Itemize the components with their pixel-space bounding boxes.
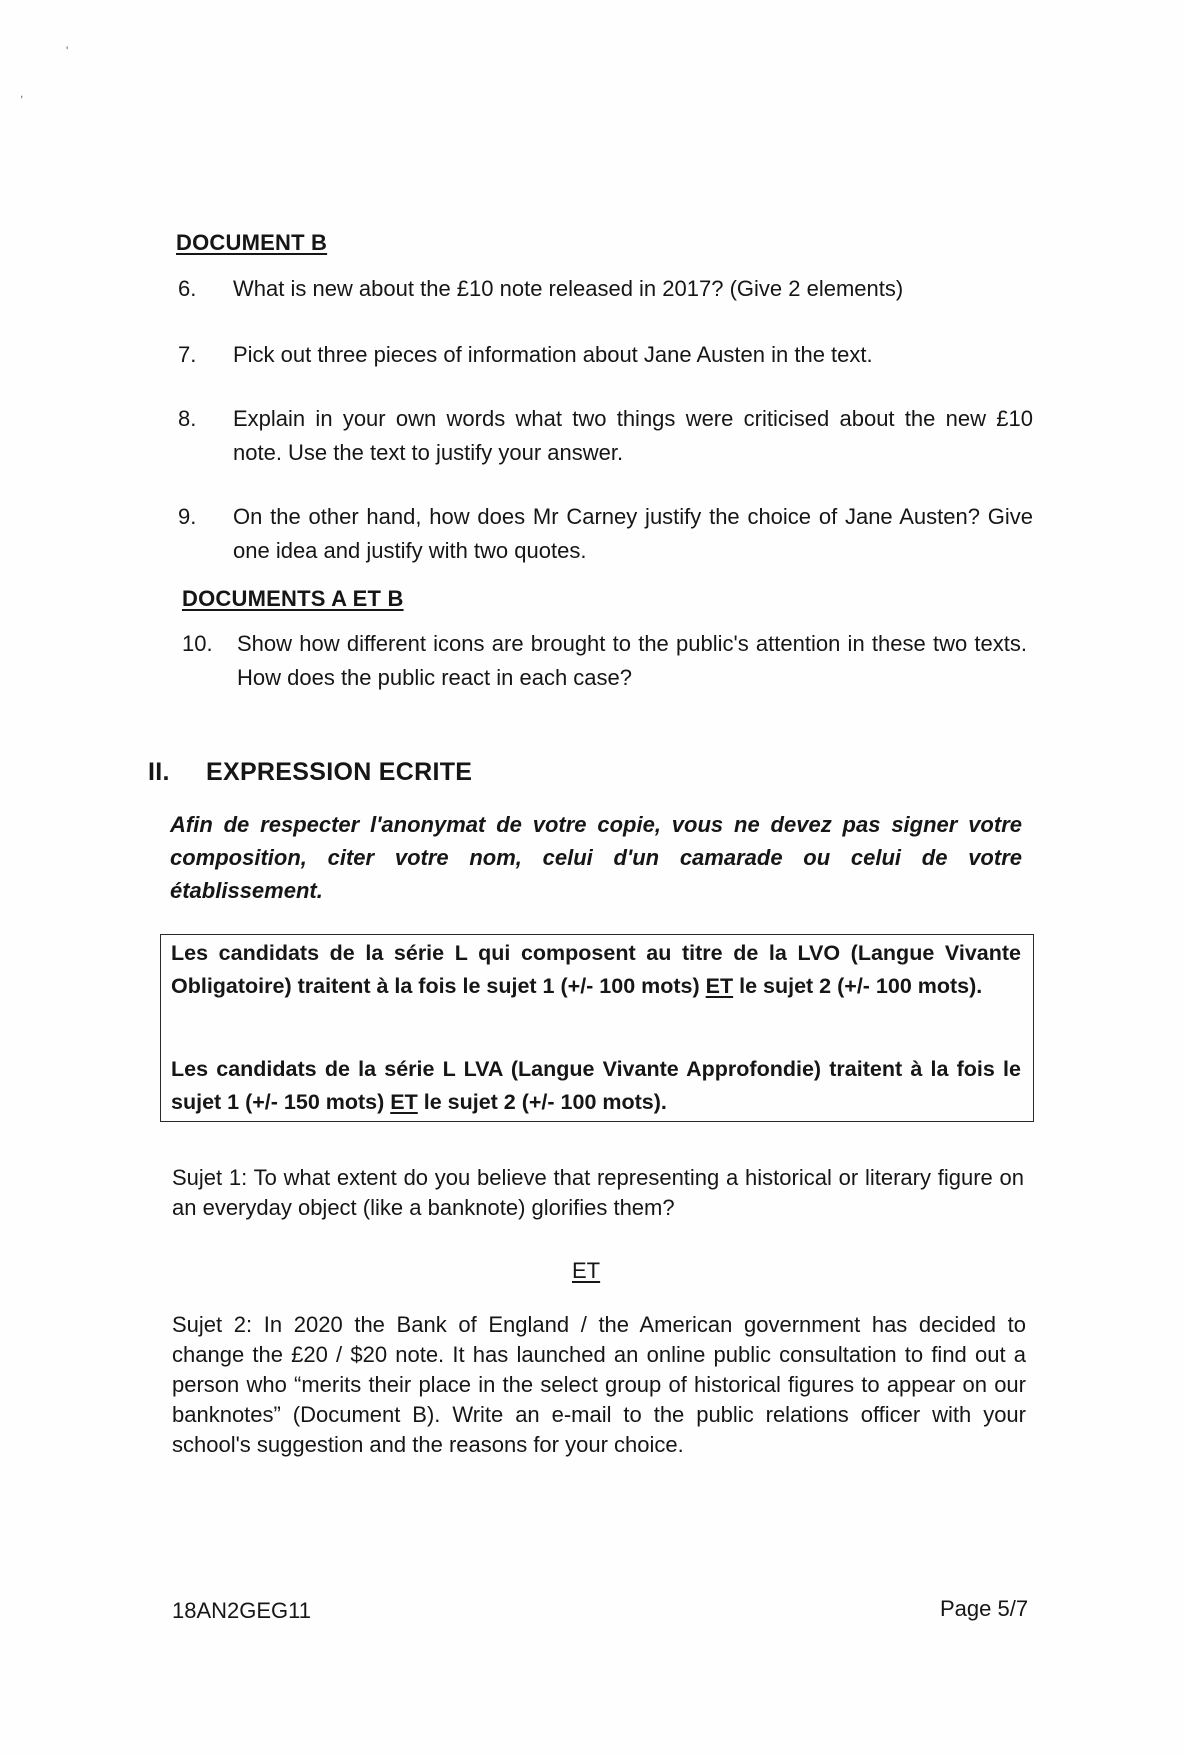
question-text: What is new about the £10 note released in 2017? (Give 2 elements): [233, 276, 904, 301]
candidate-instructions-box: [160, 934, 1034, 1122]
question-9: [178, 500, 1038, 568]
question-10: [182, 627, 1042, 695]
exam-code: 18AN2GEG11: [172, 1598, 312, 1623]
question-text: Explain in your own words what two things were criticised about the new £10 note. Use the text to justify your answer.: [233, 406, 1033, 465]
et-underlined: ET: [390, 1090, 418, 1114]
section-title: EXPRESSION ECRITE: [206, 758, 473, 786]
et-underlined: ET: [705, 974, 734, 998]
question-6: [178, 272, 1038, 306]
question-7: [178, 338, 1038, 372]
question-text: Show how different icons are brought to the public's attention in these two texts. How does the public react in each case?: [237, 631, 1027, 690]
document-b-heading: DOCUMENT B: [176, 230, 328, 255]
lvo-instruction: Les candidats de la série L qui composent au titre de la LVO (Langue Vivante Obligatoire) traitent à la fois le sujet 1 (+/- 100 mots) ET le sujet 2 (+/- 100 mots).: [171, 941, 1021, 998]
question-number: 8.: [178, 406, 197, 431]
question-number: 6.: [178, 276, 197, 301]
et-separator: ET: [572, 1258, 601, 1283]
anonymity-instruction: Afin de respecter l'anonymat de votre copie, vous ne devez pas signer votre composition, citer votre nom, celui d'un camarade ou celui de votre établissement.: [170, 812, 1022, 903]
section-numeral: II.: [148, 758, 170, 786]
question-number: 9.: [178, 504, 197, 529]
question-number: 7.: [178, 342, 197, 367]
lva-instruction: Les candidats de la série L LVA (Langue Vivante Approfondie) traitent à la fois le sujet 1 (+/- 150 mots) ET le sujet 2 (+/- 100 mots).: [171, 1057, 1021, 1114]
question-text: Pick out three pieces of information about Jane Austen in the text.: [233, 342, 873, 367]
scan-speck: ,: [20, 86, 24, 100]
scan-speck: ': [66, 44, 69, 58]
question-number: 10.: [182, 631, 213, 656]
sujet-2: Sujet 2: In 2020 the Bank of England / the American government has decided to change the £20 / $20 note. It has launched an online public consultation to find out a person who “merits their place in the select group of historical figures to appear on our banknotes” (Document B). Write an e-mail to the public relations officer with your school's suggestion and the reasons for your choice.: [172, 1312, 1026, 1457]
question-8: [178, 402, 1038, 470]
documents-a-et-b-heading: DOCUMENTS A ET B: [182, 586, 404, 611]
sujet-1: Sujet 1: To what extent do you believe that representing a historical or literary figure on an everyday object (like a banknote) glorifies them?: [172, 1165, 1024, 1220]
page-number: Page 5/7: [940, 1596, 1029, 1621]
question-text: On the other hand, how does Mr Carney justify the choice of Jane Austen? Give one idea and justify with two quotes.: [233, 504, 1033, 563]
